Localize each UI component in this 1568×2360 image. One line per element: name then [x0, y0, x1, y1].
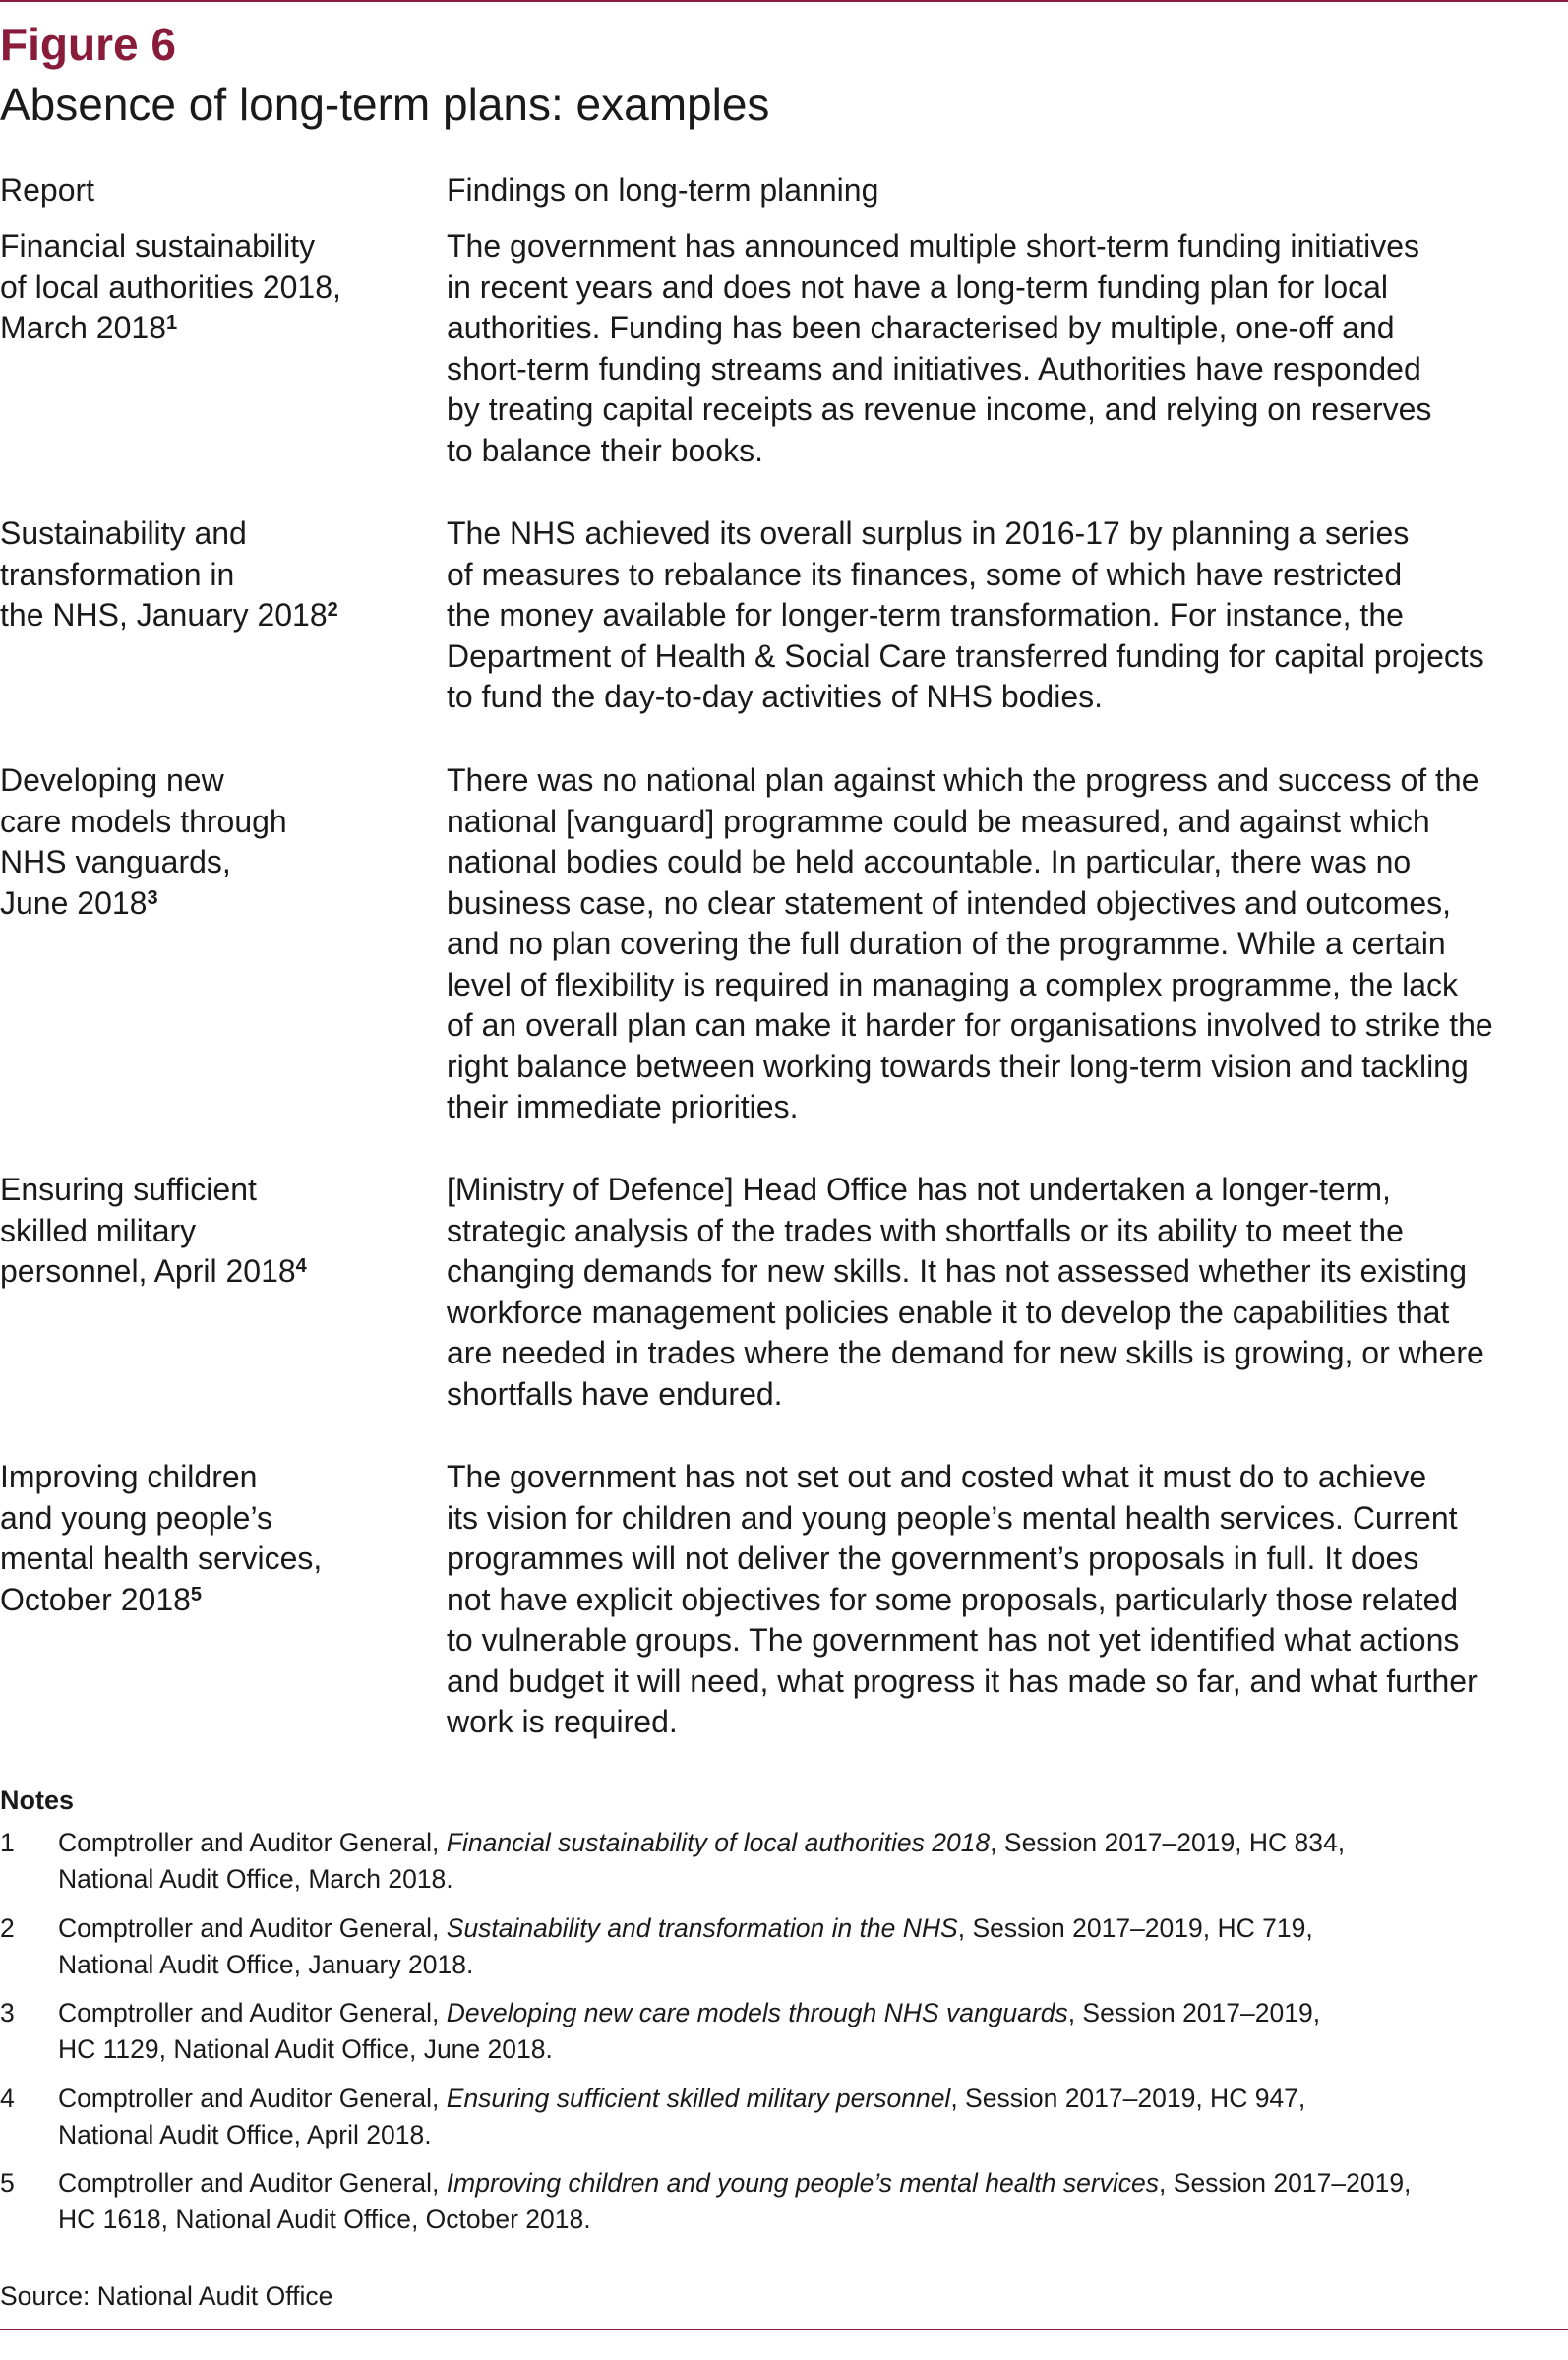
note-author: Comptroller and Auditor General, — [58, 2084, 447, 2113]
column-header-findings: Findings on long-term planning — [447, 172, 879, 208]
note-number: 2 — [0, 1913, 15, 1943]
note-details: , Session 2017–2019, HC 947, National Audit Office, April 2018. — [58, 2084, 1306, 2149]
top-rule — [0, 0, 1568, 2]
note-report-title: Sustainability and transformation in the NHS — [446, 1913, 958, 1943]
note-author: Comptroller and Auditor General, — [58, 2168, 447, 2198]
report-cell — [0, 1170, 423, 1293]
footnote-ref: 4 — [295, 1255, 307, 1277]
column-header-report: Report — [0, 172, 95, 208]
figure-label: Figure 6 — [0, 19, 176, 70]
footnote-ref: 3 — [147, 886, 158, 909]
note-report-title: Developing new care models through NHS vanguards — [446, 1998, 1068, 2027]
note-report-title: Ensuring sufficient skilled military personnel — [446, 2084, 951, 2113]
note-report-title: Financial sustainability of local authorities 2018 — [446, 1828, 991, 1857]
report-name: Financial sustainability of local authorities 2018, March 2018 — [0, 228, 341, 345]
figure-title: Absence of long-term plans: examples — [0, 79, 770, 130]
source-line: Source: National Audit Office — [0, 2281, 333, 2311]
findings-cell: There was no national plan against which the progress and success of the national [vanguard] programme could be measured, and against which national bodies could be held accountable. In particular, there was no business case, no clear statement of intended objectives and outcomes, and no plan covering the full duration of the programme. While a certain level of flexibility is required in managing a complex programme, the lack of an overall plan can make it harder for organisations involved to strike the right balance between working towards their long-term vision and tackling their immediate priorities. — [447, 762, 1493, 1124]
report-cell — [0, 226, 423, 349]
notes-heading: Notes — [0, 1785, 75, 1815]
note-details: , Session 2017–2019, HC 719, National Audit Office, January 2018. — [58, 1913, 1313, 1979]
note-number: 4 — [0, 2084, 15, 2113]
note-number: 3 — [0, 1998, 15, 2027]
note-details: , Session 2017–2019, HC 1618, National Audit Office, October 2018. — [58, 2168, 1412, 2234]
footnote-ref: 5 — [190, 1583, 203, 1605]
footnote-ref: 2 — [327, 599, 338, 621]
report-cell — [0, 760, 423, 924]
report-cell — [0, 1457, 423, 1620]
note-text — [58, 1910, 1553, 1983]
note-number: 5 — [0, 2168, 15, 2198]
note-author: Comptroller and Auditor General, — [58, 1913, 447, 1943]
note-text — [58, 1995, 1553, 2068]
note-details: , Session 2017–2019, HC 1129, National Audit Office, June 2018. — [58, 1998, 1321, 2064]
findings-cell: [Ministry of Defence] Head Office has not undertaken a longer-term, strategic analysis of the trades with shortfalls or its ability to meet the changing demands for new skills. It has not assessed whether its existing workforce management policies enable it to develop the capabilities that are needed in trades where the demand for new skills is growing, or where shortfalls have endured. — [447, 1172, 1484, 1412]
findings-cell: The government has not set out and costed what it must do to achieve its vision for children and young people’s mental health services. Current programmes will not deliver the government’s proposals in full. It does not have explicit objectives for some proposals, particularly those related to vulnerable groups. The government has not yet identified what actions and budget it will need, what progress it has made so far, and what further work is required. — [447, 1459, 1478, 1739]
note-number: 1 — [0, 1828, 15, 1857]
note-text — [58, 2165, 1553, 2238]
report-cell — [0, 514, 423, 636]
report-name: Developing new care models through NHS vanguards, June 2018 — [0, 762, 287, 921]
bottom-rule — [0, 2329, 1568, 2330]
findings-cell: The NHS achieved its overall surplus in 2016-17 by planning a series of measures to rebalance its finances, some of which have restricted the money available for longer-term transformation. For instance, the Department of Health & Social Care transferred funding for capital projects to fund the day-to-day activities of NHS bodies. — [447, 515, 1484, 714]
note-report-title: Improving children and young people’s mental health services — [446, 2168, 1160, 2198]
footnote-ref: 1 — [165, 312, 178, 333]
note-text — [58, 1825, 1553, 1898]
note-details: , Session 2017–2019, HC 834, National Audit Office, March 2018. — [58, 1828, 1346, 1894]
report-name: Improving children and young people’s mental health services, October 2018 — [0, 1459, 323, 1617]
report-name: Ensuring sufficient skilled military personnel, April 2018 — [0, 1172, 296, 1289]
note-author: Comptroller and Auditor General, — [58, 1998, 447, 2027]
note-author: Comptroller and Auditor General, — [58, 1828, 447, 1857]
note-text — [58, 2081, 1553, 2153]
findings-cell: The government has announced multiple short-term funding initiatives in recent years and does not have a long-term funding plan for local authorities. Funding has been characterised by multiple, one-off and short-term funding streams and initiatives. Authorities have responded by treating capital receipts as revenue income, and relying on reserves to balance their books. — [447, 228, 1432, 468]
report-name: Sustainability and transformation in the NHS, January 2018 — [0, 515, 328, 633]
